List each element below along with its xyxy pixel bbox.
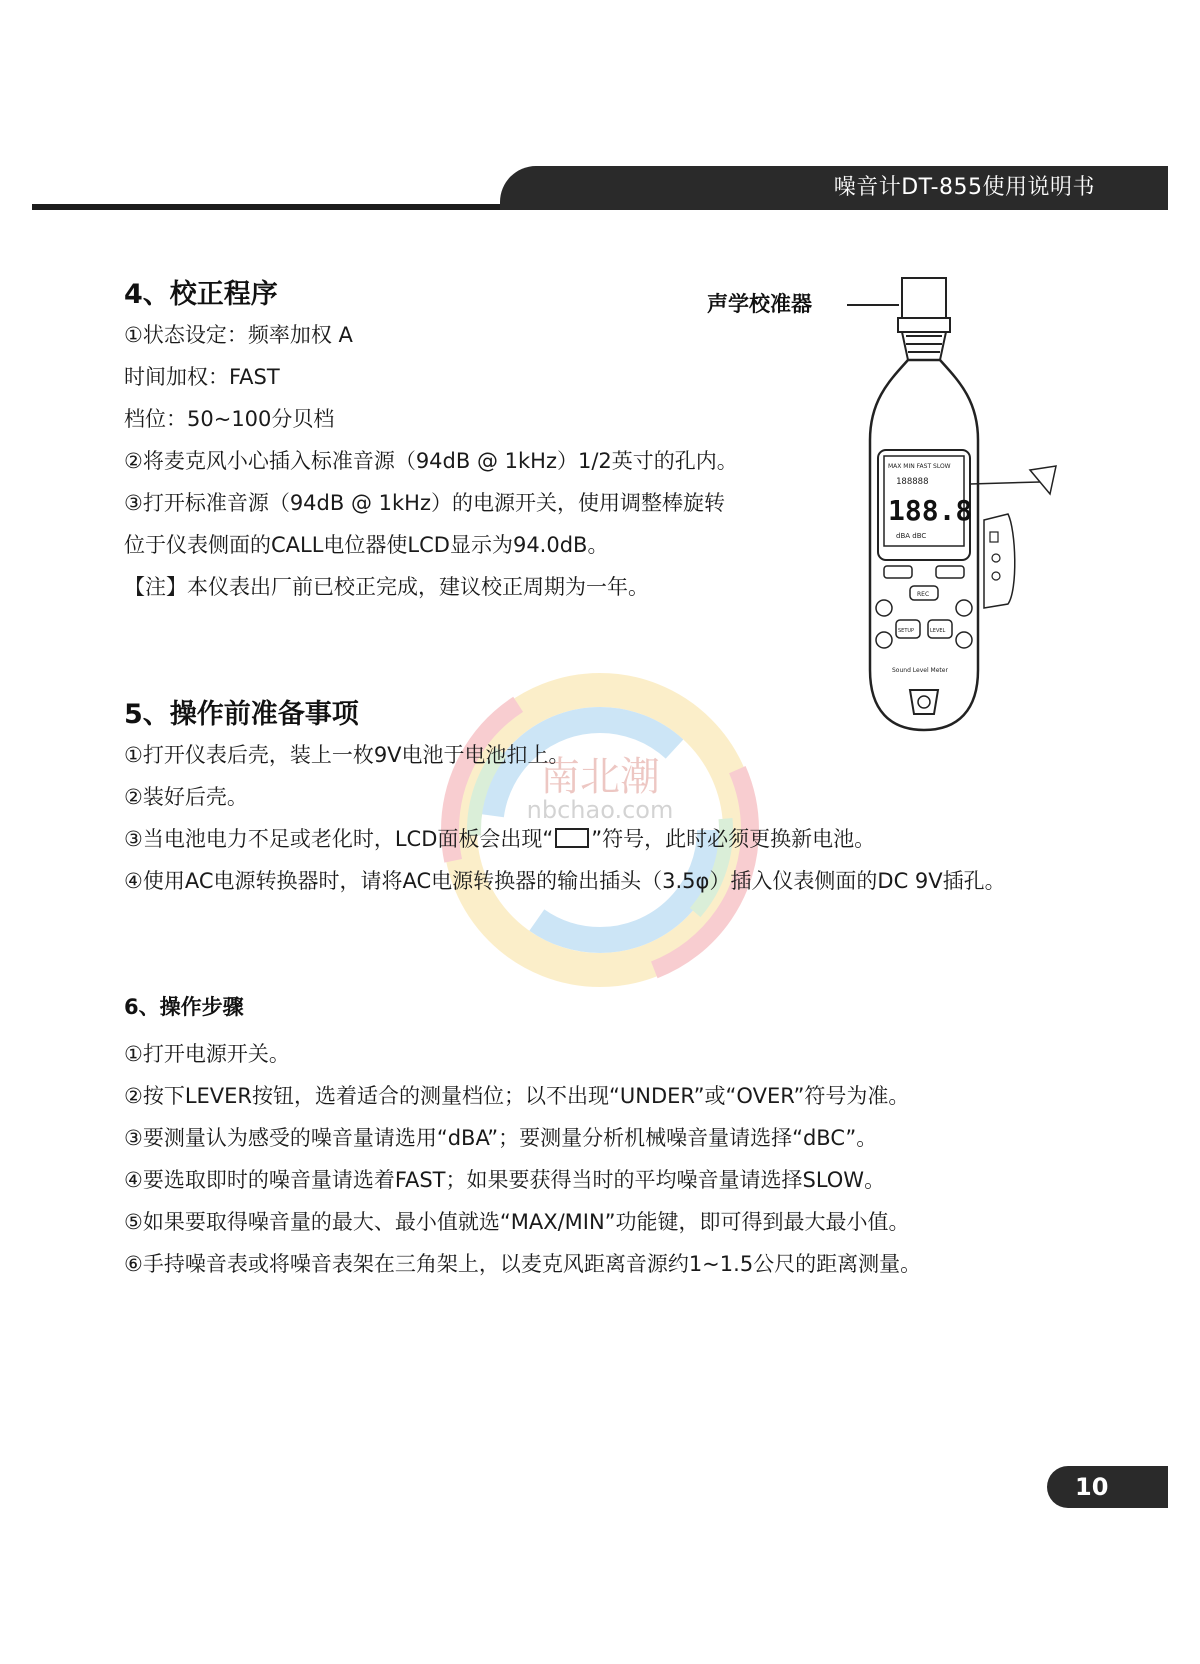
section-4-line: 【注】本仪表出厂前已校正完成，建议校正周期为一年。 (124, 575, 649, 599)
section-4-line: 时间加权：FAST (124, 365, 280, 389)
dc-jack-icon (990, 532, 998, 542)
header-title: 噪音计DT-855使用说明书 (833, 175, 1095, 200)
side-button-right[interactable] (956, 600, 972, 616)
battery-icon (555, 828, 589, 848)
section-6-line: ⑤如果要取得噪音量的最大、最小值就选“MAX/MIN”功能键，即可得到最大最小值。 (124, 1210, 910, 1234)
calibrator-body (902, 278, 946, 320)
section-4-line: ②将麦克风小心插入标准音源（94dB @ 1kHz）1/2英寸的孔内。 (124, 449, 738, 473)
lcd-secondary-readout: 188888 (896, 477, 929, 487)
section-4-title: 4、校正程序 (124, 279, 278, 310)
section-6-line: ③要测量认为感受的噪音量请选用“dBA”；要测量分析机械噪音量请选择“dBC”。 (124, 1126, 878, 1150)
rec-button-label: REC (917, 591, 930, 598)
section-5-title: 5、操作前准备事项 (124, 699, 359, 730)
section-5-line (124, 818, 1074, 860)
section-5-body (124, 734, 1074, 902)
lcd-mode-text: MAX MIN FAST SLOW (888, 463, 951, 470)
section-5-line3-before: ③当电池电力不足或老化时，LCD面板会出现“ (124, 827, 554, 851)
section-6-body (124, 1033, 921, 1285)
section-6-line: ④要选取即时的噪音量请选着FAST；如果要获得当时的平均噪音量请选择SLOW。 (124, 1168, 886, 1192)
hold-button[interactable] (936, 566, 964, 578)
tripod-mount (910, 690, 938, 714)
ac-out-icon (992, 572, 1000, 580)
setup-button-label: SETUP (898, 628, 915, 634)
section-4-line: 档位：50~100分贝档 (124, 407, 335, 431)
lcd-main-readout: 188.8 (888, 494, 973, 527)
brand-label: Sound Level Meter (892, 667, 948, 674)
section-5-line: ①打开仪表后壳，装上一枚9V电池于电池扣上。 (124, 743, 570, 767)
level-button-label: LEVEL (930, 628, 946, 634)
section-6-line: ⑥手持噪音表或将噪音表架在三角架上，以麦克风距离音源约1~1.5公尺的距离测量。 (124, 1252, 922, 1276)
section-4-body (124, 314, 738, 608)
section-6-line: ②按下LEVER按钮，选着适合的测量档位；以不出现“UNDER”或“OVER”符号为准。 (124, 1084, 910, 1108)
section-5-line: ④使用AC电源转换器时，请将AC电源转换器的输出插头（3.5φ）插入仪表侧面的DC 9V插孔。 (124, 869, 1006, 893)
section-6-line: ①打开电源开关。 (124, 1042, 290, 1066)
power-button[interactable] (876, 632, 892, 648)
lcd-units: dBA dBC (896, 532, 927, 540)
page-number: 10 (1047, 1466, 1168, 1508)
section-5-line: ②装好后壳。 (124, 785, 248, 809)
section-4-line: ③打开标准音源（94dB @ 1kHz）的电源开关，使用调整棒旋转 (124, 491, 725, 515)
calibrator-label: 声学校准器 (707, 292, 812, 316)
adjust-rod-handle (1030, 466, 1056, 494)
light-button[interactable] (956, 632, 972, 648)
section-6-title: 6、操作步骤 (124, 995, 244, 1019)
section-4-line: ①状态设定：频率加权 A (124, 323, 353, 347)
maxmin-button[interactable] (884, 566, 912, 578)
section-5-line3-after: ”符号，此时必须更换新电池。 (591, 827, 876, 851)
calibrator-ring (898, 318, 950, 332)
watermark-url: nbchao.com (526, 796, 674, 824)
adjust-rod (970, 482, 1040, 484)
section-4-line: 位于仪表侧面的CALL电位器使LCD显示为94.0dB。 (124, 533, 609, 557)
sound-level-meter-figure (850, 270, 1070, 750)
watermark-text: 南北潮 (540, 754, 660, 800)
side-button-left[interactable] (876, 600, 892, 616)
call-pot-icon (992, 554, 1000, 562)
